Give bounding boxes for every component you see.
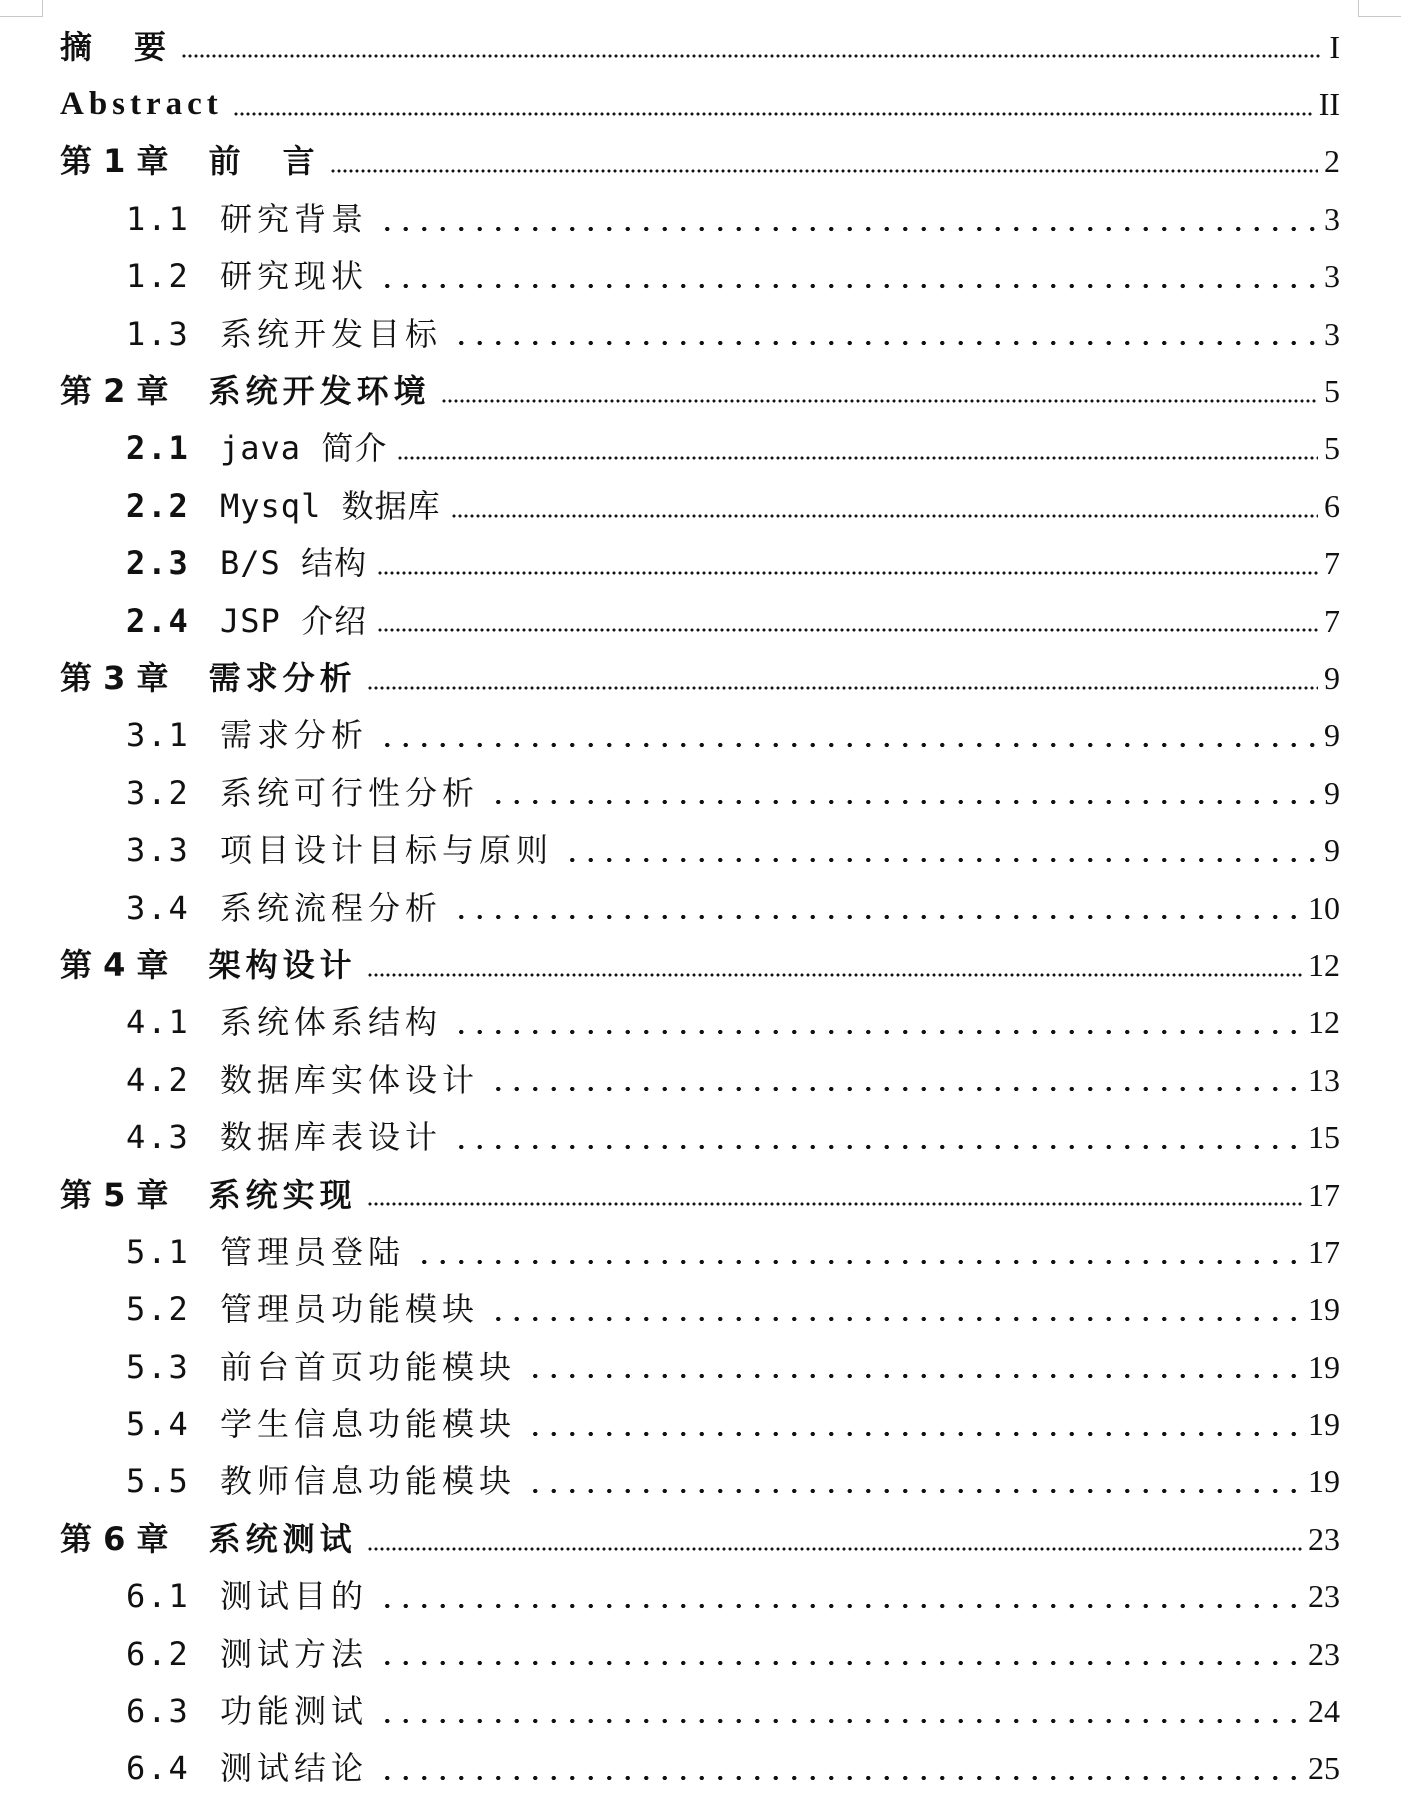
toc-entry-page-number: 9 <box>1324 717 1340 754</box>
toc-dot-leader <box>377 625 1318 635</box>
toc-entry-title: 系统实现 <box>208 1175 357 1214</box>
toc-entry-number: 3.4 <box>126 888 190 927</box>
toc-entry-label <box>126 1117 442 1157</box>
toc-entry-number: 5.4 <box>126 1405 190 1444</box>
toc-entry-label <box>126 428 387 468</box>
toc-entry-number: 2.4 <box>126 601 190 640</box>
toc-entry-page-number: I <box>1329 28 1340 65</box>
toc-entry-title: B/S 结构 <box>220 544 368 583</box>
toc-entry[interactable] <box>60 1740 1340 1797</box>
toc-entry[interactable] <box>60 936 1340 993</box>
toc-dot-leader <box>367 683 1318 693</box>
toc-entry[interactable] <box>60 420 1340 477</box>
toc-entry-label <box>126 1576 368 1616</box>
toc-entry-label <box>126 256 368 296</box>
toc-entry-number: 6.2 <box>126 1634 190 1673</box>
toc-entry[interactable] <box>60 1625 1340 1682</box>
toc-entry-title: 数据库实体设计 <box>220 1060 480 1099</box>
toc-entry-label <box>126 1691 368 1731</box>
toc-entry[interactable] <box>60 362 1340 419</box>
toc-entry[interactable] <box>60 592 1340 649</box>
toc-entry-label <box>126 1060 479 1100</box>
toc-entry[interactable] <box>60 994 1340 1051</box>
toc-entry-title: 研究背景 <box>220 199 369 238</box>
toc-entry-number: 1.1 <box>126 199 190 238</box>
toc-entry-title: 系统测试 <box>208 1519 357 1558</box>
page-corner-mark-right <box>1358 0 1401 17</box>
toc-dot-leader <box>378 1773 1302 1783</box>
toc-dot-leader <box>377 568 1318 578</box>
toc-entry-number: 3.1 <box>126 716 190 755</box>
toc-entry-page-number: 23 <box>1308 1578 1340 1615</box>
toc-entry-page-number: 24 <box>1308 1693 1340 1730</box>
toc-entry-label <box>126 715 368 755</box>
toc-entry-title: 架构设计 <box>208 945 357 984</box>
toc-entry-label <box>60 84 223 124</box>
toc-entry-page-number: 7 <box>1324 545 1340 582</box>
toc-entry-number: 第 6 章 <box>60 1519 169 1558</box>
toc-entry-number: 1.2 <box>126 257 190 296</box>
toc-dot-leader <box>452 1142 1302 1152</box>
toc-entry-title: 管理员登陆 <box>220 1232 406 1271</box>
page-corner-mark-left <box>0 0 43 17</box>
toc-entry[interactable] <box>60 535 1340 592</box>
toc-entry-page-number: 19 <box>1308 1463 1340 1500</box>
toc-entry-page-number: 17 <box>1308 1233 1340 1270</box>
toc-dot-leader <box>378 1601 1302 1611</box>
toc-dot-leader <box>526 1371 1302 1381</box>
toc-dot-leader <box>452 338 1318 348</box>
toc-entry-page-number: 3 <box>1324 200 1340 237</box>
toc-entry-label <box>126 1461 516 1501</box>
toc-entry[interactable] <box>60 1338 1340 1395</box>
toc-entry-number: 1.3 <box>126 314 190 353</box>
toc-dot-leader <box>367 1199 1302 1209</box>
toc-entry-title: 系统可行性分析 <box>220 773 480 812</box>
toc-dot-leader <box>330 166 1318 176</box>
toc-entry-page-number: 12 <box>1308 946 1340 983</box>
toc-entry-page-number: 25 <box>1308 1750 1340 1787</box>
toc-entry-number: 4.1 <box>126 1003 190 1042</box>
toc-entry-page-number: 9 <box>1324 774 1340 811</box>
toc-entry-label <box>60 658 357 698</box>
toc-entry-label <box>126 1748 368 1788</box>
toc-entry-label <box>126 1289 479 1329</box>
toc-entry-page-number: 2 <box>1324 143 1340 180</box>
toc-entry[interactable] <box>60 18 1340 75</box>
toc-entry-label <box>126 486 441 526</box>
toc-entry-number: 2.3 <box>126 544 190 583</box>
toc-entry-page-number: 13 <box>1308 1061 1340 1098</box>
toc-entry-label <box>126 601 367 641</box>
toc-entry-number: 6.1 <box>126 1577 190 1616</box>
toc-dot-leader <box>452 912 1302 922</box>
toc-entry-page-number: 9 <box>1324 659 1340 696</box>
toc-entry[interactable] <box>60 1281 1340 1338</box>
toc-dot-leader <box>415 1257 1302 1267</box>
toc-dot-leader <box>367 970 1302 980</box>
toc-dot-leader <box>378 1716 1302 1726</box>
toc-entry-page-number: 3 <box>1324 258 1340 295</box>
toc-entry-page-number: 23 <box>1308 1635 1340 1672</box>
toc-entry[interactable] <box>60 1223 1340 1280</box>
toc-entry-title: 功能测试 <box>220 1692 369 1731</box>
toc-entry[interactable] <box>60 649 1340 706</box>
toc-entry-number: 4.2 <box>126 1060 190 1099</box>
toc-dot-leader <box>526 1429 1302 1439</box>
toc-entry-title: 数据库表设计 <box>220 1118 443 1157</box>
toc-entry[interactable] <box>60 879 1340 936</box>
toc-entry-label <box>60 1175 357 1215</box>
toc-entry-title: 前 言 <box>208 142 320 181</box>
toc-entry-title: Abstract <box>60 86 223 123</box>
toc-dot-leader <box>489 797 1318 807</box>
toc-dot-leader <box>181 51 1320 61</box>
toc-entry-title: 前台首页功能模块 <box>220 1347 517 1386</box>
toc-entry-page-number: 19 <box>1308 1406 1340 1443</box>
toc-entry[interactable] <box>60 305 1340 362</box>
toc-entry-number: 第 4 章 <box>60 945 169 984</box>
toc-entry-number: 3.2 <box>126 773 190 812</box>
toc-dot-leader <box>526 1486 1302 1496</box>
toc-entry-number: 5.5 <box>126 1462 190 1501</box>
toc-entry-label <box>60 141 320 181</box>
toc-entry[interactable] <box>60 1568 1340 1625</box>
toc-entry[interactable] <box>60 821 1340 878</box>
toc-entry-title: 管理员功能模块 <box>220 1290 480 1329</box>
toc-entry-label <box>60 1519 357 1559</box>
toc-entry-title: 系统开发目标 <box>220 314 443 353</box>
toc-entry-number: 5.3 <box>126 1347 190 1386</box>
toc-entry-page-number: 5 <box>1324 430 1340 467</box>
toc-entry-number: 5.1 <box>126 1232 190 1271</box>
toc-entry[interactable] <box>60 1395 1340 1452</box>
toc-entry[interactable] <box>60 190 1340 247</box>
table-of-contents <box>60 18 1340 1797</box>
toc-entry-title: 研究现状 <box>220 257 369 296</box>
toc-entry-label <box>126 314 442 354</box>
toc-entry-page-number: 19 <box>1308 1348 1340 1385</box>
toc-dot-leader <box>397 453 1318 463</box>
toc-entry-number: 6.3 <box>126 1692 190 1731</box>
toc-entry-page-number: 6 <box>1324 487 1340 524</box>
toc-entry[interactable] <box>60 1453 1340 1510</box>
toc-entry-page-number: 19 <box>1308 1291 1340 1328</box>
toc-entry-title: 测试方法 <box>220 1634 369 1673</box>
toc-dot-leader <box>441 396 1318 406</box>
toc-entry-label <box>60 945 357 985</box>
toc-entry-title: 系统开发环境 <box>208 372 431 411</box>
toc-entry-number: 第 3 章 <box>60 658 169 697</box>
toc-entry-label <box>126 1347 516 1387</box>
toc-entry-label <box>126 543 367 583</box>
toc-entry-label <box>126 830 553 870</box>
toc-entry-label <box>126 1404 516 1444</box>
toc-entry-page-number: 9 <box>1324 832 1340 869</box>
toc-entry-number: 第 5 章 <box>60 1175 169 1214</box>
toc-entry-title: JSP 介绍 <box>220 601 368 640</box>
toc-entry-number: 2.2 <box>126 486 190 525</box>
toc-dot-leader <box>378 740 1318 750</box>
toc-dot-leader <box>451 511 1318 521</box>
toc-dot-leader <box>489 1084 1302 1094</box>
toc-entry-title: 测试目的 <box>220 1577 369 1616</box>
toc-entry-title: 需求分析 <box>220 716 369 755</box>
toc-entry[interactable] <box>60 1166 1340 1223</box>
toc-entry[interactable] <box>60 477 1340 534</box>
toc-dot-leader <box>233 109 1313 119</box>
toc-entry-title: 测试结论 <box>220 1749 369 1788</box>
toc-entry[interactable] <box>60 1051 1340 1108</box>
toc-entry-title: 系统流程分析 <box>220 888 443 927</box>
toc-dot-leader <box>489 1314 1302 1324</box>
toc-entry[interactable] <box>60 764 1340 821</box>
toc-entry-title: 学生信息功能模块 <box>220 1405 517 1444</box>
toc-entry-label <box>126 1634 368 1674</box>
toc-entry-label <box>60 27 171 67</box>
toc-dot-leader <box>378 281 1318 291</box>
toc-entry-label <box>126 773 479 813</box>
toc-entry-number: 5.2 <box>126 1290 190 1329</box>
toc-entry-page-number: 17 <box>1308 1176 1340 1213</box>
toc-entry-title: 项目设计目标与原则 <box>220 831 554 870</box>
toc-entry-title: 需求分析 <box>208 658 357 697</box>
toc-entry[interactable] <box>60 1510 1340 1567</box>
toc-entry-title: 摘 要 <box>60 27 172 66</box>
toc-entry-title: java 简介 <box>220 429 388 468</box>
toc-dot-leader <box>367 1544 1302 1554</box>
toc-entry-label <box>126 888 442 928</box>
toc-entry-page-number: 3 <box>1324 315 1340 352</box>
toc-entry-label <box>126 1232 405 1272</box>
toc-entry-title: 教师信息功能模块 <box>220 1462 517 1501</box>
toc-entry-number: 4.3 <box>126 1118 190 1157</box>
toc-dot-leader <box>378 224 1318 234</box>
toc-entry[interactable] <box>60 75 1340 132</box>
toc-entry-page-number: 10 <box>1308 889 1340 926</box>
toc-entry[interactable] <box>60 1108 1340 1165</box>
toc-entry-page-number: II <box>1318 86 1340 123</box>
toc-entry-label <box>126 1002 442 1042</box>
toc-entry-page-number: 5 <box>1324 373 1340 410</box>
toc-entry-label <box>126 199 368 239</box>
toc-entry-title: Mysql 数据库 <box>220 486 441 525</box>
toc-dot-leader <box>378 1658 1302 1668</box>
toc-entry-page-number: 23 <box>1308 1520 1340 1557</box>
toc-entry[interactable] <box>60 133 1340 190</box>
toc-dot-leader <box>563 855 1318 865</box>
toc-entry-page-number: 12 <box>1308 1004 1340 1041</box>
toc-entry-number: 第 1 章 <box>60 142 169 181</box>
toc-entry[interactable] <box>60 707 1340 764</box>
toc-entry-number: 6.4 <box>126 1749 190 1788</box>
toc-entry-title: 系统体系结构 <box>220 1003 443 1042</box>
toc-entry-label <box>60 371 431 411</box>
toc-dot-leader <box>452 1027 1302 1037</box>
toc-entry[interactable] <box>60 248 1340 305</box>
toc-entry-number: 第 2 章 <box>60 372 169 411</box>
toc-entry-number: 2.1 <box>126 429 190 468</box>
toc-entry-page-number: 7 <box>1324 602 1340 639</box>
toc-entry[interactable] <box>60 1682 1340 1739</box>
toc-entry-number: 3.3 <box>126 831 190 870</box>
toc-entry-page-number: 15 <box>1308 1119 1340 1156</box>
